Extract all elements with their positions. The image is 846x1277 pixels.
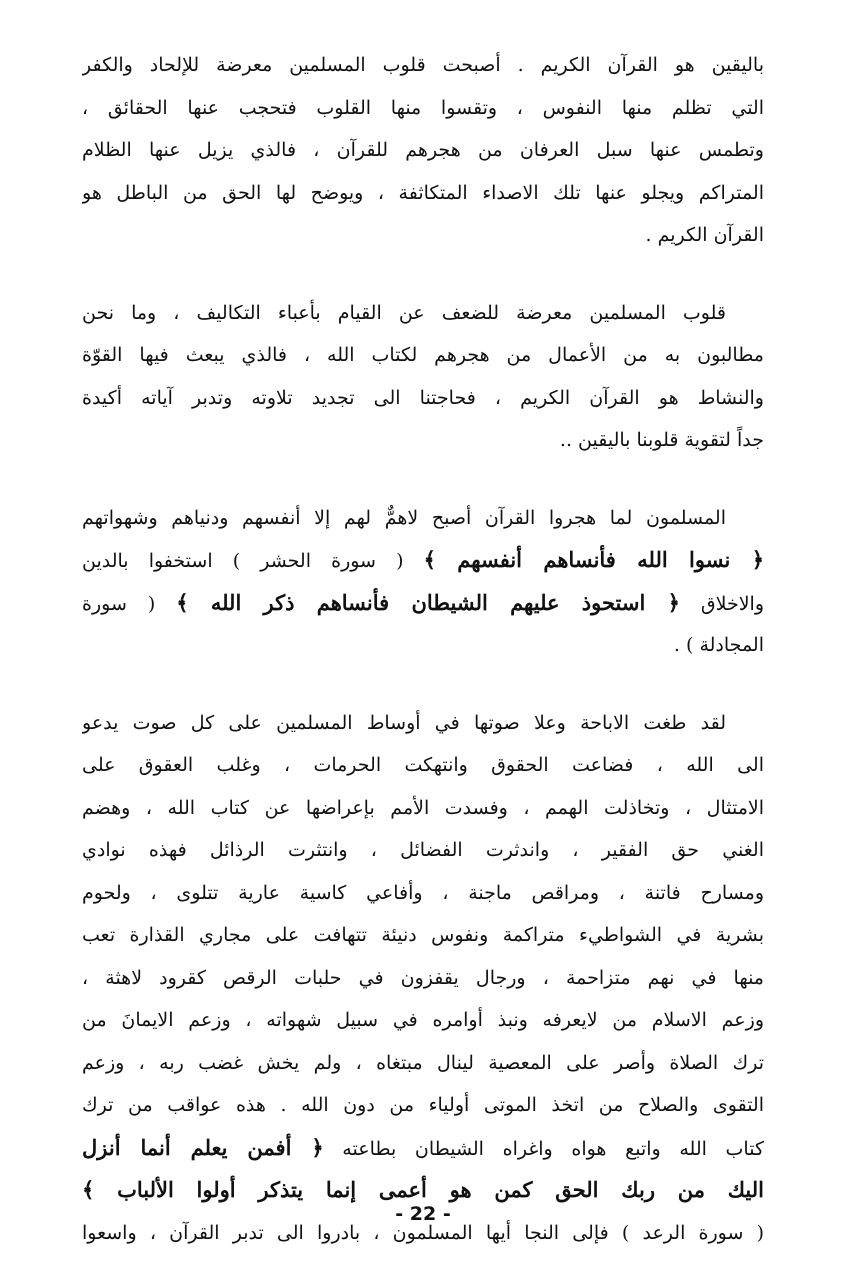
text-line: وتطمس عنها سبل العرفان من هجرهم للقرآن ، فالذي يزيل عنها الظلام	[82, 139, 764, 161]
text-line: التقوى والصلاح من اتخذ الموتى أولياء من دون الله . هذه عواقب من ترك	[82, 1094, 764, 1116]
text-line: مطالبون به من الأعمال من هجرهم لكتاب الله ، فالذي يبعث فيها القوّة	[82, 344, 764, 366]
text-line: القرآن الكريم .	[645, 224, 764, 246]
text-line	[82, 1127, 764, 1170]
text-line: الغني حق الفقير ، واندثرت الفضائل ، وانتثرت الرذائل فهذه نوادي	[82, 839, 764, 861]
text-line: جداً لتقوية قلوبنا باليقين ..	[559, 429, 764, 451]
text-line: قلوب المسلمين معرضة للضعف عن القيام بأعباء التكاليف ، وما نحن	[82, 301, 726, 324]
text-line: ترك الصلاة وأصر على المعصية لينال مبتغاه ، ولم يخش غضب ربه ، وزعم	[82, 1051, 764, 1074]
text-line	[82, 582, 764, 625]
quran-verse: ﴿ نسوا الله فأنساهم أنفسهم ﴾	[423, 547, 764, 572]
text-line: ( سورة الرعد ) فإلى النجا أيها المسلمون ، بادروا الى تدبر القرآن ، واسعوا	[82, 1221, 764, 1244]
text-line: الامتثال ، وتخاذلت الهمم ، وفسدت الأمم بإعراضها عن كتاب الله ، وهضم	[82, 796, 764, 819]
paragraph-2	[82, 292, 764, 462]
text-line: المجادلة ) .	[673, 634, 764, 656]
text-line: باليقين هو القرآن الكريم . أصبحت قلوب المسلمين معرضة للإلحاد والكفر	[82, 54, 764, 76]
text-line: المتراكم ويجلو عنها تلك الاصداء المتكاثفة ، ويوضح لها الحق من الباطل هو	[82, 181, 764, 204]
quran-verse: ﴿ استحوذ عليهم الشيطان فأنساهم ذكر الله ﴾	[176, 589, 680, 615]
quran-verse: ﴿ أفمن يعلم أنما أنزل	[82, 1134, 324, 1160]
text-line: لقد طغت الاباحة وعلا صوتها في أوساط المسلمين على كل صوت يدعو	[82, 711, 726, 734]
text-line: والنشاط هو القرآن الكريم ، فحاجتنا الى تجديد تلاوته وتدبر آياته أكيدة	[82, 386, 764, 409]
text-segment: ( سورة	[82, 592, 177, 615]
text-line: منها في نهم متزاحمة ، ورجال يقفزون في حلبات الرقص كقرود لاهثة ،	[82, 966, 764, 989]
paragraph-gap	[82, 667, 764, 702]
document-page	[82, 44, 764, 1254]
text-segment: والاخلاق	[679, 592, 764, 615]
text-line: بشرية في الشواطيء متراكمة ونفوس دنيئة تتهافت على مجاري القذارة تعب	[82, 924, 764, 946]
page-number: - 22 -	[395, 1203, 451, 1225]
paragraph-3	[82, 497, 764, 667]
text-line: وزعم الاسلام من لايعرفه ونبذ أوامره في سبيل شهواته ، وزعم الايمانَ من	[82, 1009, 764, 1031]
paragraph-gap	[82, 462, 764, 497]
text-line: الى الله ، فضاعت الحقوق وانتهكت الحرمات ، وغلب العقوق على	[82, 754, 764, 776]
text-line: ومسارح فاتنة ، ومراقص ماجنة ، وأفاعي كاسية عارية تتلوى ، ولحوم	[82, 881, 764, 904]
text-line: المسلمون لما هجروا القرآن أصبح لاهمٌّ لهم إلا أنفسهم ودنياهم وشهواتهم	[82, 506, 726, 529]
text-segment: كتاب الله واتبع هواه واغراه الشيطان بطاعته	[323, 1137, 764, 1160]
text-line	[82, 539, 764, 582]
paragraph-4	[82, 702, 764, 1255]
quran-verse: اليك من ربك الحق كمن هو أعمى إنما يتذكر أولوا الألباب ﴾	[82, 1177, 764, 1202]
text-line: التي تظلم منها النفوس ، وتقسوا منها القلوب فتحجب عنها الحقائق ،	[82, 96, 764, 119]
paragraph-1	[82, 44, 764, 257]
text-segment: ( سورة الحشر ) استخفوا بالدين	[82, 550, 424, 572]
paragraph-gap	[82, 257, 764, 292]
